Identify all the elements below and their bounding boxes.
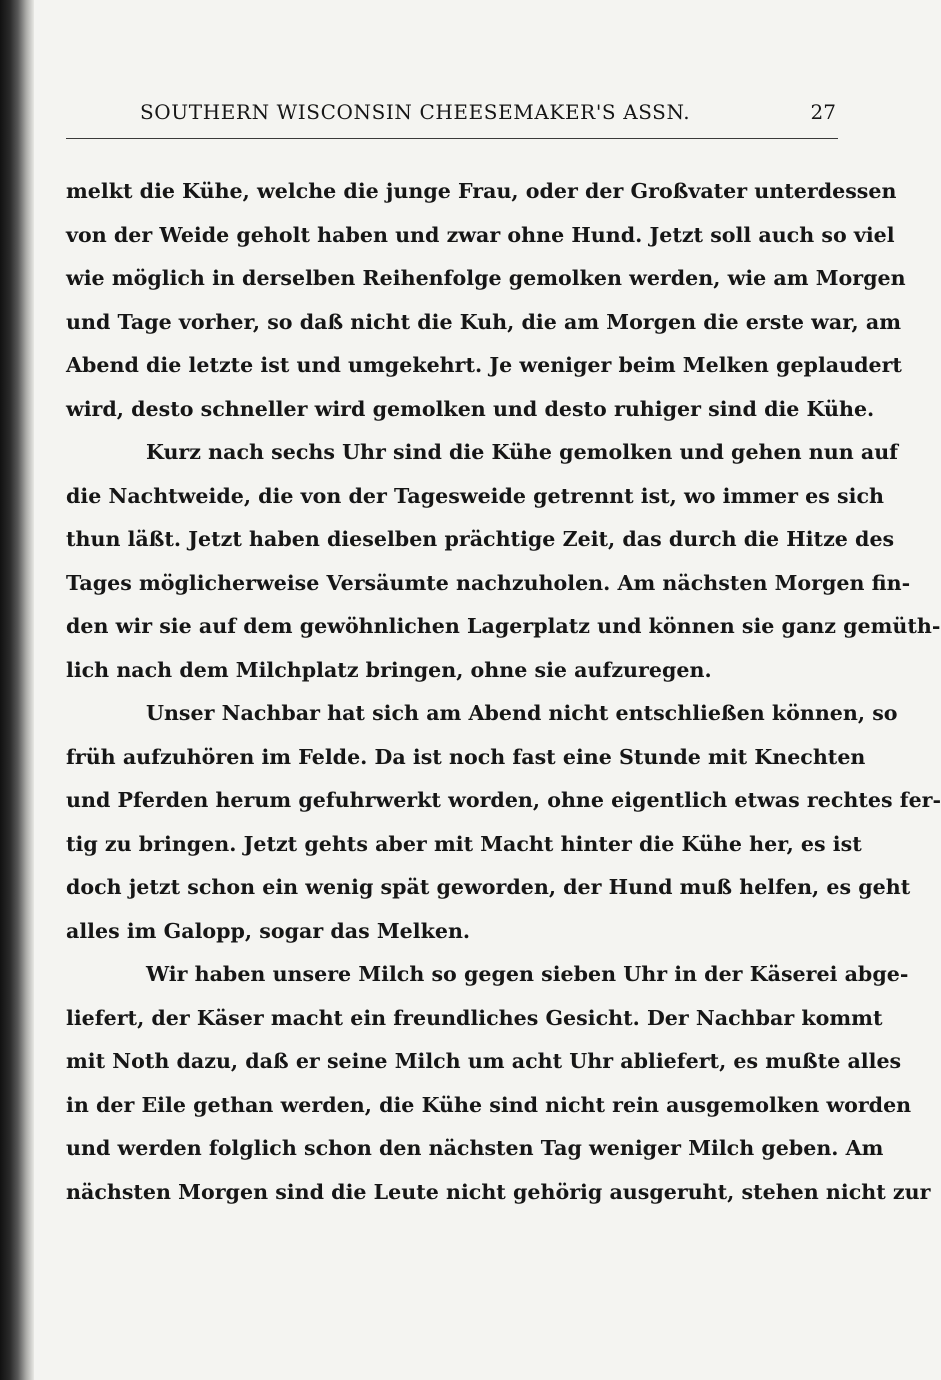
text-line: und Tage vorher, so daß nicht die Kuh, die am Morgen die erste war, am — [66, 309, 902, 334]
text-line: früh aufzuhören im Felde. Da ist noch fast eine Stunde mit Knechten — [66, 744, 866, 769]
text-line: mit Noth dazu, daß er seine Milch um acht Uhr abliefert, es mußte alles — [66, 1049, 902, 1073]
text-line: und Pferden herum gefuhrwerkt worden, ohne eigentlich etwas rechtes fer- — [66, 788, 941, 812]
text-line: Wir haben unsere Milch so gegen sieben Uhr in der Käserei abge- — [146, 962, 909, 986]
running-title: SOUTHERN WISCONSIN CHEESEMAKER'S ASSN. — [140, 100, 691, 124]
text-line: doch jetzt schon ein wenig spät geworden, der Hund muß helfen, es geht — [66, 875, 911, 899]
text-line: wie möglich in derselben Reihenfolge gemolken werden, wie am Morgen — [66, 266, 906, 290]
book-page — [66, 0, 941, 1380]
text-line: nächsten Morgen sind die Leute nicht gehörig ausgeruht, stehen nicht zur — [66, 1179, 931, 1204]
text-line: Abend die letzte ist und umgekehrt. Je weniger beim Melken geplaudert — [66, 353, 902, 377]
paragraph — [66, 692, 941, 953]
text-line: thun läßt. Jetzt haben dieselben prächtige Zeit, das durch die Hitze des — [66, 527, 895, 551]
text-line: den wir sie auf dem gewöhnlichen Lagerplatz und können sie ganz gemüth- — [66, 614, 941, 638]
text-line: Unser Nachbar hat sich am Abend nicht entschließen können, so — [146, 701, 898, 725]
text-line: lich nach dem Milchplatz bringen, ohne sie aufzuregen. — [66, 657, 712, 682]
text-line: tig zu bringen. Jetzt gehts aber mit Macht hinter die Kühe her, es ist — [66, 831, 862, 856]
text-line: melkt die Kühe, welche die junge Frau, oder der Großvater unterdessen — [66, 179, 897, 203]
text-line: wird, desto schneller wird gemolken und desto ruhiger sind die Kühe. — [66, 396, 875, 421]
page-number: 27 — [810, 100, 836, 124]
text-line: von der Weide geholt haben und zwar ohne Hund. Jetzt soll auch so viel — [66, 222, 895, 247]
text-line: und werden folglich schon den nächsten Tag weniger Milch geben. Am — [66, 1136, 884, 1160]
running-header — [66, 98, 838, 139]
text-line: Kurz nach sechs Uhr sind die Kühe gemolken und gehen nun auf — [146, 440, 899, 464]
text-line: liefert, der Käser macht ein freundliches Gesicht. Der Nachbar kommt — [66, 1005, 883, 1030]
body-text — [66, 170, 941, 1214]
text-line: alles im Galopp, sogar das Melken. — [66, 918, 471, 943]
paragraph — [66, 170, 906, 431]
text-line: die Nachtweide, die von der Tagesweide getrennt ist, wo immer es sich — [66, 483, 884, 508]
paragraph — [66, 431, 941, 692]
paragraph — [66, 953, 931, 1214]
text-line: Tages möglicherweise Versäumte nachzuholen. Am nächsten Morgen fin- — [66, 570, 911, 595]
text-line: in der Eile gethan werden, die Kühe sind nicht rein ausgemolken worden — [66, 1092, 912, 1117]
scan-binding-edge — [0, 0, 34, 1380]
